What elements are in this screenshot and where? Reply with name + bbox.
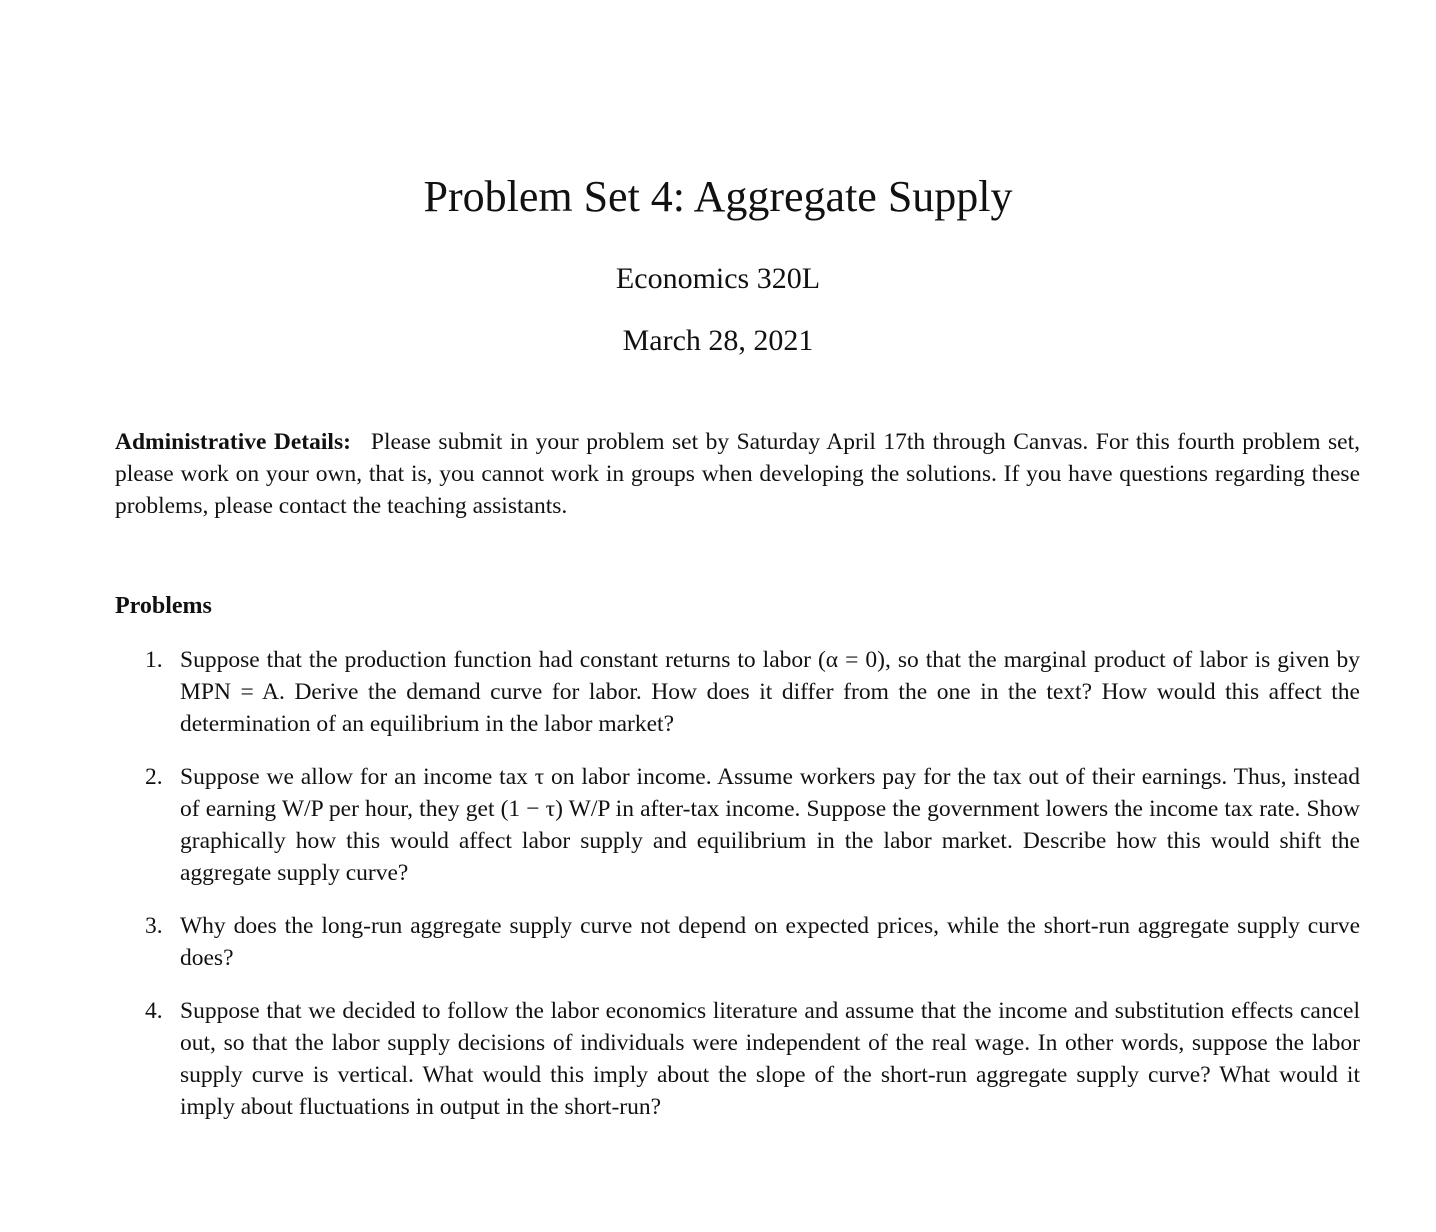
problem-text: Suppose that the production function had constant returns to labor (α = 0), so that the marginal product of labor is given by MPN = A. Derive the demand curve for labor. How does it differ from the one in the text? How would this affect the determination of an equilibrium in the labor market?	[180, 647, 1360, 737]
problem-text: Suppose that we decided to follow the labor economics literature and assume that the income and substitution effects cancel out, so that the labor supply decisions of individuals were independent of the real wage. In other words, suppose the labor supply curve is vertical. What would this imply about the slope of the short-run aggregate supply curve? What would it imply about fluctuations in output in the short-run?	[180, 998, 1360, 1120]
problem-item	[115, 995, 1360, 1123]
problem-number: 2.	[145, 764, 163, 790]
problem-item	[115, 761, 1360, 889]
problem-number: 3.	[145, 913, 163, 939]
problem-number: 1.	[145, 647, 163, 673]
problem-item	[115, 644, 1360, 740]
problems-heading: Problems	[115, 593, 212, 619]
administrative-details	[115, 426, 1360, 522]
problem-text: Suppose we allow for an income tax τ on labor income. Assume workers pay for the tax out of their earnings. Thus, instead of earning W/P per hour, they get (1 − τ) W/P in after-tax income. Suppose the government lowers the income tax rate. Show graphically how this would affect labor supply and equilibrium in the labor market. Describe how this would shift the aggregate supply curve?	[180, 764, 1360, 886]
document-title: Problem Set 4: Aggregate Supply	[423, 172, 1013, 221]
admin-text: Please submit in your problem set by Saturday April 17th through Canvas. For this fourth problem set, please work on your own, that is, you cannot work in groups when developing the solutions. If you have questions regarding these problems, please contact the teaching assistants.	[115, 429, 1360, 519]
course-name: Economics 320L	[615, 262, 821, 295]
problem-number: 4.	[145, 998, 163, 1024]
problem-item	[115, 910, 1360, 974]
document-date: March 28, 2021	[622, 324, 814, 357]
admin-label: Administrative Details:	[115, 429, 351, 455]
problem-text: Why does the long-run aggregate supply curve not depend on expected prices, while the short-run aggregate supply curve does?	[180, 913, 1360, 971]
